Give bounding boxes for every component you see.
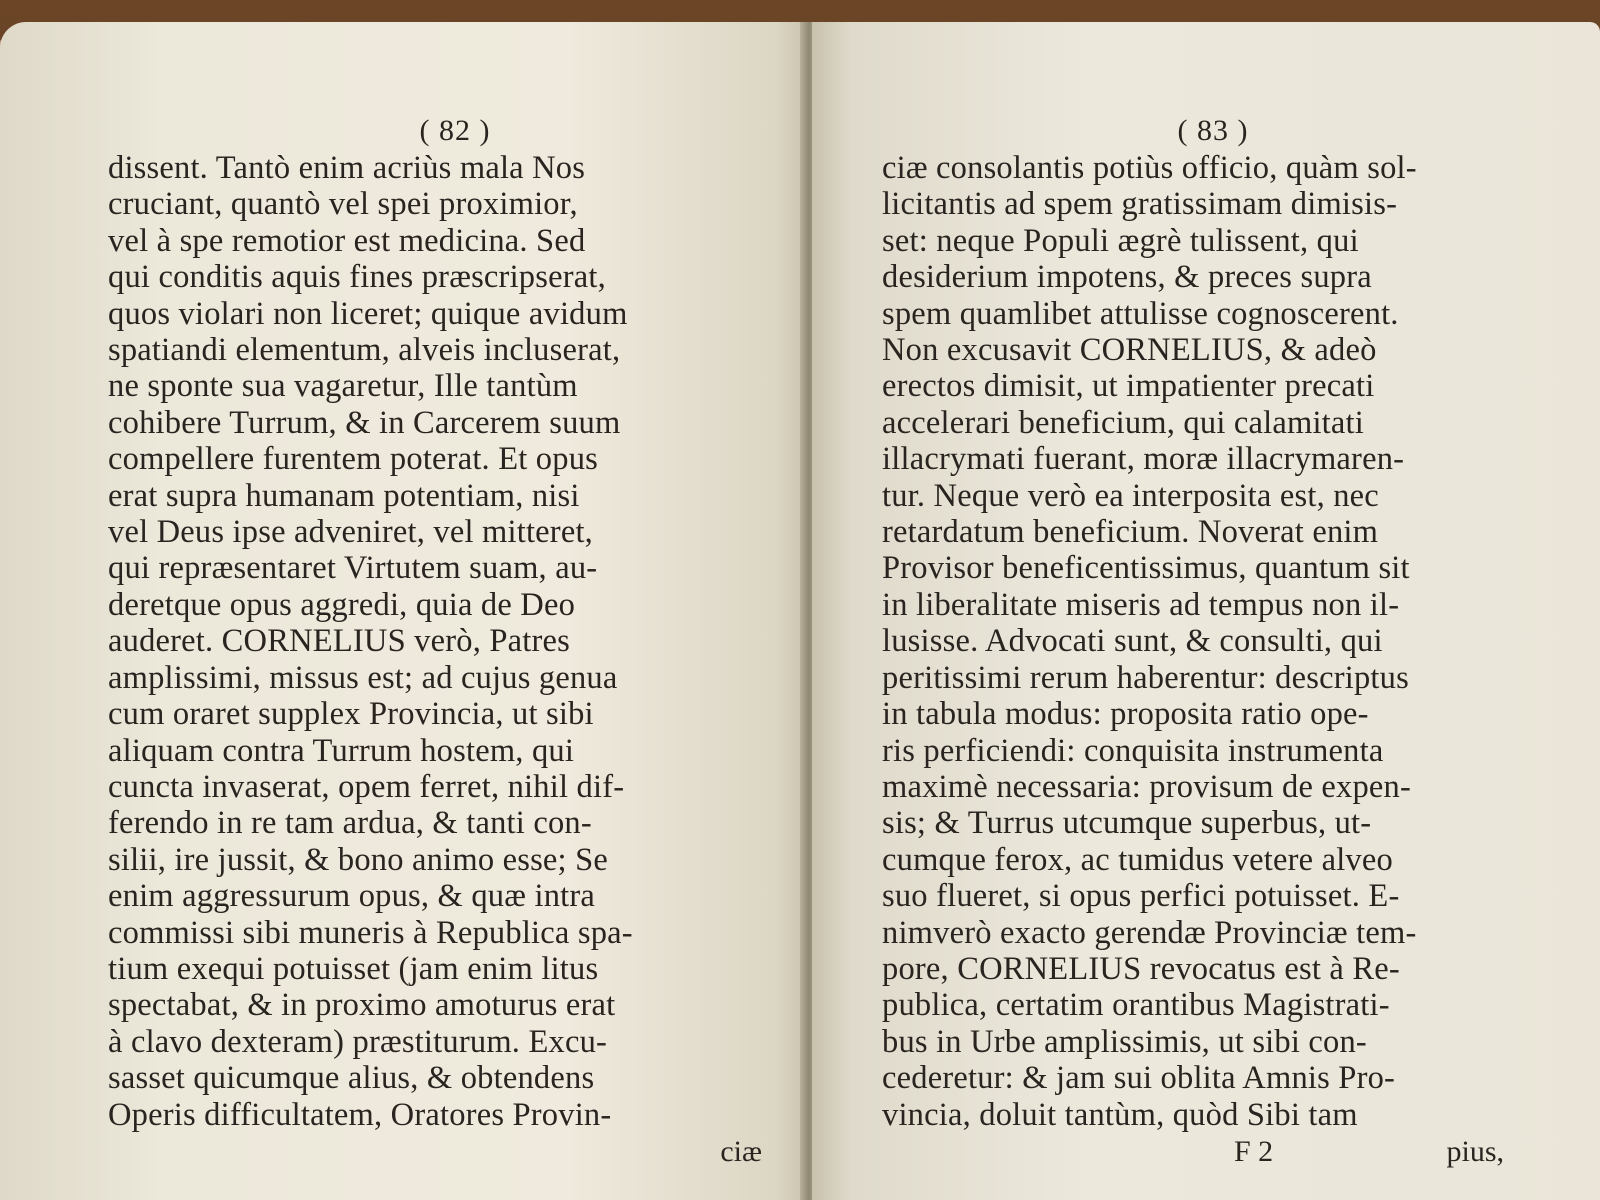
- text-line: publica, certatim orantibus Magistrati-: [882, 987, 1390, 1024]
- text-line: ris perficiendi: conquisita instrumenta: [882, 732, 1384, 769]
- text-line: cruciant, quantò vel spei proximior,: [108, 186, 578, 223]
- text-line: spectabat, & in proximo amoturus erat: [108, 987, 616, 1024]
- text-line: retardatum beneficium. Noverat enim: [882, 514, 1379, 551]
- catchword: ciæ: [720, 1134, 762, 1168]
- text-line: cumque ferox, ac tumidus vetere alveo: [882, 841, 1393, 878]
- text-line: peritissimi rerum haberentur: descriptus: [882, 659, 1409, 696]
- text-line: auderet. CORNELIUS verò, Patres: [108, 623, 570, 660]
- text-line: nimverò exacto gerendæ Provinciæ tem-: [882, 914, 1417, 951]
- text-line: silii, ire jussit, & bono animo esse; Se: [108, 841, 608, 878]
- text-line: ciæ consolantis potiùs officio, quàm sol-: [882, 150, 1417, 186]
- text-line: à clavo dexteram) præstiturum. Excu-: [108, 1023, 608, 1060]
- text-line: spem quamlibet attulisse cognoscerent.: [882, 295, 1399, 332]
- text-line: Operis difficultatem, Oratores Provin-: [108, 1096, 612, 1133]
- right-page-footer: [882, 1135, 1504, 1173]
- text-line: sis; & Turrus utcumque superbus, ut-: [882, 805, 1372, 842]
- text-line: in tabula modus: proposita ratio ope-: [882, 696, 1369, 733]
- text-line: compellere furentem poterat. Et opus: [108, 441, 599, 478]
- text-line: cum oraret supplex Provincia, ut sibi: [108, 696, 594, 733]
- text-line: tium exequi potuisset (jam enim litus: [108, 950, 599, 987]
- text-line: maximè necessaria: provisum de expen-: [882, 768, 1412, 805]
- text-line: vincia, doluit tantùm, quòd Sibi tam: [882, 1096, 1358, 1133]
- text-line: Non excusavit CORNELIUS, & adeò: [882, 332, 1377, 369]
- text-line: vel à spe remotior est medicina. Sed: [108, 222, 586, 259]
- text-line: erat supra humanam potentiam, nisi: [108, 477, 580, 514]
- left-page: [0, 22, 808, 1200]
- text-line: in liberalitate miseris ad tempus non il-: [882, 586, 1400, 623]
- text-line: aliquam contra Turrum hostem, qui: [108, 732, 575, 769]
- text-line: dissent. Tantò enim acriùs mala Nos: [108, 150, 586, 186]
- text-line: enim aggressurum opus, & quæ intra: [108, 878, 596, 915]
- text-line: qui conditis aquis fines præscripserat,: [108, 259, 606, 296]
- right-page-text: [882, 150, 1504, 1133]
- right-page: [812, 22, 1600, 1200]
- text-line: cohibere Turrum, & in Carcerem suum: [108, 404, 621, 441]
- text-line: vel Deus ipse adveniret, vel mitteret,: [108, 514, 594, 551]
- left-page-text: [108, 150, 762, 1133]
- text-line: illacrymati fuerant, moræ illacrymaren-: [882, 441, 1405, 478]
- catchword: pius,: [1446, 1134, 1504, 1168]
- text-line: qui repræsentaret Virtutem suam, au-: [108, 550, 598, 587]
- text-line: amplissimi, missus est; ad cujus genua: [108, 659, 618, 696]
- text-line: deretque opus aggredi, quia de Deo: [108, 586, 576, 623]
- text-line: tur. Neque verò ea interposita est, nec: [882, 477, 1379, 514]
- text-line: set: neque Populi ægrè tulissent, qui: [882, 222, 1359, 259]
- text-line: lusisse. Advocati sunt, & consulti, qui: [882, 623, 1383, 660]
- text-line: desiderium impotens, & preces supra: [882, 259, 1372, 296]
- text-line: ne sponte sua vagaretur, Ille tantùm: [108, 368, 578, 405]
- text-line: Provisor beneficentissimus, quantum sit: [882, 550, 1410, 587]
- text-line: commissi sibi muneris à Republica spa-: [108, 914, 633, 951]
- left-page-footer: [108, 1135, 762, 1173]
- right-page-number: ( 83 ): [1177, 114, 1249, 147]
- text-line: accelerari beneficium, qui calamitati: [882, 404, 1364, 441]
- text-line: suo flueret, si opus perfici potuisset. E-: [882, 878, 1400, 915]
- text-line: pore, CORNELIUS revocatus est à Re-: [882, 950, 1400, 987]
- text-line: bus in Urbe amplissimis, ut sibi con-: [882, 1023, 1367, 1060]
- signature-mark: F 2: [1234, 1134, 1274, 1168]
- text-line: ferendo in re tam ardua, & tanti con-: [108, 805, 592, 842]
- text-line: sasset quicumque alius, & obtendens: [108, 1060, 595, 1097]
- left-page-number: ( 82 ): [419, 114, 491, 147]
- text-line: erectos dimisit, ut impatienter precati: [882, 368, 1375, 405]
- text-line: cederetur: & jam sui oblita Amnis Pro-: [882, 1060, 1396, 1097]
- text-line: quos violari non liceret; quique avidum: [108, 295, 628, 332]
- text-line: cuncta invaserat, opem ferret, nihil dif-: [108, 768, 625, 805]
- text-line: licitantis ad spem gratissimam dimisis-: [882, 186, 1398, 223]
- text-line: spatiandi elementum, alveis incluserat,: [108, 332, 621, 369]
